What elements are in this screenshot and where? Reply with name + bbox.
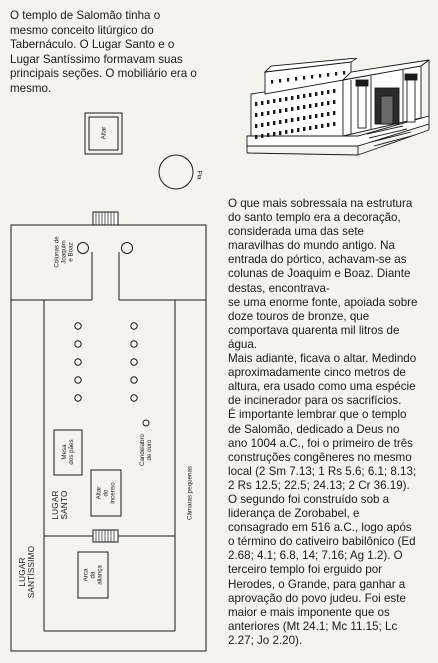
temple-outline <box>11 225 206 651</box>
body-line: É importante lembrar que o templo <box>228 408 407 422</box>
body-line: aproximadamente cinco metros de <box>228 366 406 380</box>
intro-line: O templo de Salomão tinha o <box>10 9 161 22</box>
body-paragraph <box>228 197 436 648</box>
body-line: maravilhas do mundo antigo. Na <box>228 239 395 253</box>
lugar-santissimo-label: LUGAR SANTÍSSIMO <box>18 545 36 599</box>
lugar-santo-label: LUGAR SANTO <box>51 490 69 520</box>
body-line: destas, encontrava- <box>228 281 330 295</box>
intro-line: mesmo conceito litúrgico do <box>10 23 154 37</box>
body-line: comportava quarenta mil litros de <box>228 323 400 337</box>
body-line: O segundo foi construído sob a <box>228 492 390 506</box>
altar-incenso-label: Altar do incenso <box>95 482 117 504</box>
intro-line: Lugar Santíssimo formavam suas <box>10 52 183 66</box>
colunas-label: Colunas de Joaquim e Boaz <box>53 236 75 268</box>
camaras-label: Câmaras pequenas <box>186 465 194 521</box>
body-line: o término do cativeiro babilônico (Ed <box>228 535 416 549</box>
body-line: 2 Rs 12.5; 22.5; 24.13; 2 Cr 36.19). <box>228 478 410 492</box>
intro-line: principais seções. O mobiliário era o <box>10 67 197 81</box>
body-line: de Salomão, dedicado a Deus no <box>228 422 400 436</box>
body-line: de incinerador para os sacrifícios. <box>228 394 402 408</box>
body-line: ano 1004 a.C., foi o primeiro de três <box>228 436 413 450</box>
body-line: maior e mais imponente que os <box>228 605 390 619</box>
temple-building-icon <box>243 58 433 170</box>
body-line: entrada do pórtico, achavam-se as <box>228 253 407 267</box>
intro-line: Tabernáculo. O Lugar Santo e o <box>10 38 175 52</box>
body-line: O que mais sobressaía na estrutura <box>228 197 413 210</box>
body-line: água. <box>228 337 258 351</box>
body-line: local (2 Sm 7.13; 1 Rs 5.6; 6.1; 8.13; <box>228 464 417 478</box>
body-line: liderança de Zorobabel, e <box>228 507 360 521</box>
candelabro-marker <box>143 420 149 426</box>
altar-label: Altar <box>100 126 108 140</box>
body-line: altura, era usado como uma espécie <box>228 380 416 394</box>
pia-label: Pia <box>195 170 203 180</box>
body-line: consagrado em 516 a.C., logo após <box>228 521 412 535</box>
body-line: 2.68; 4.1; 6.8, 14; 7.16; Ag 1.2). O <box>228 549 403 563</box>
body-line: aprovação do povo judeu. Foi este <box>228 591 406 605</box>
pia-outline <box>159 155 193 189</box>
body-line: Mais adiante, ficava o altar. Medindo <box>228 352 417 366</box>
arca-label: Arca da aliança <box>82 565 104 585</box>
pillar-boaz <box>122 243 133 254</box>
mesa-label: Mesa dos pães <box>61 439 75 465</box>
intro-paragraph <box>10 9 225 97</box>
body-line: anteriores (Mt 24.1; Mc 11.15; Lc <box>228 619 398 633</box>
body-line: se uma enorme fonte, apoiada sobre <box>228 295 418 309</box>
body-line: doze touros de bronze, que <box>228 309 370 323</box>
body-line: 2.27; Jo 2.20). <box>228 633 303 647</box>
body-line: colunas de Joaquim e Boaz. Diante <box>228 267 411 281</box>
pillar-joaquim <box>78 243 89 254</box>
body-line: considerada uma das sete <box>228 225 364 239</box>
body-line: Herodes, o Grande, para ganhar a <box>228 577 406 591</box>
body-line: terceiro templo foi erguido por <box>228 563 383 577</box>
body-line: do santo templo era a decoração, <box>228 211 401 225</box>
body-line: construções congêneres no mesmo <box>228 450 412 464</box>
candelabro-label: Candelabro de ouro <box>139 434 153 466</box>
intro-line: mesmo. <box>10 81 52 95</box>
